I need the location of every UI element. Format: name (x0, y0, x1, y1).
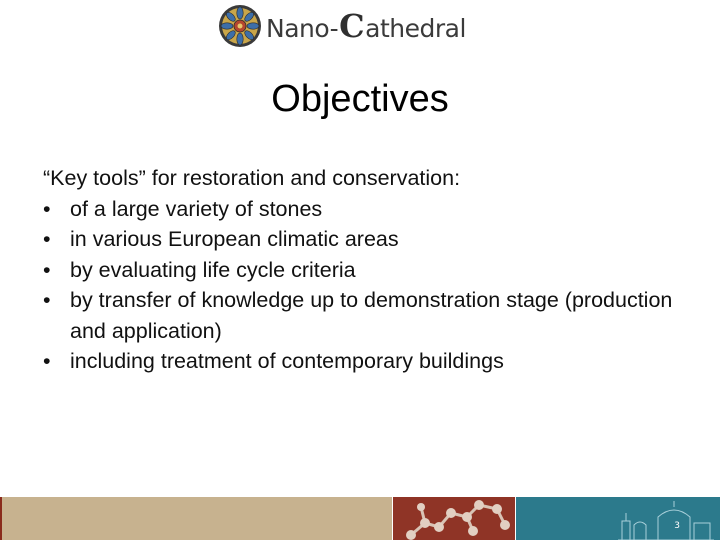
list-item (43, 194, 683, 225)
slide-body (43, 163, 683, 377)
bullet-marker: • (43, 349, 51, 373)
bullet-marker: • (43, 257, 51, 282)
list-item (43, 255, 683, 286)
bullet-text: in various European climatic areas (70, 227, 399, 251)
nano-cathedral-logo (218, 2, 508, 50)
logo-wordmark (266, 7, 466, 45)
slide-title: Objectives (271, 78, 449, 120)
bullet-text: of a large variety of stones (70, 196, 323, 221)
footer-molecule-panel (393, 497, 515, 540)
footer-band (0, 497, 720, 540)
molecule-pattern-icon (393, 497, 515, 540)
page-number: 3 (674, 521, 680, 531)
cathedral-outline-icon (618, 499, 714, 540)
bullet-list (43, 194, 683, 377)
footer-teal-panel (516, 497, 720, 540)
bullet-marker: • (43, 227, 51, 251)
footer-tan-panel (0, 497, 392, 540)
bullet-text: by transfer of knowledge up to demonstration stage (production and application) (70, 288, 673, 343)
list-item (43, 346, 683, 377)
bullet-text: including treatment of contemporary buildings (70, 349, 504, 373)
logo-suffix: athedral (365, 14, 466, 43)
bullet-marker: • (43, 196, 51, 221)
list-item (43, 285, 683, 346)
logo-prefix: Nano- (266, 14, 339, 43)
bullet-text: by evaluating life cycle criteria (70, 257, 356, 282)
rosette-window-icon (218, 4, 262, 48)
intro-text: “Key tools” for restoration and conservation: (43, 166, 461, 190)
bullet-marker: • (43, 288, 51, 312)
list-item (43, 224, 683, 255)
logo-cap-letter: C (339, 7, 365, 45)
